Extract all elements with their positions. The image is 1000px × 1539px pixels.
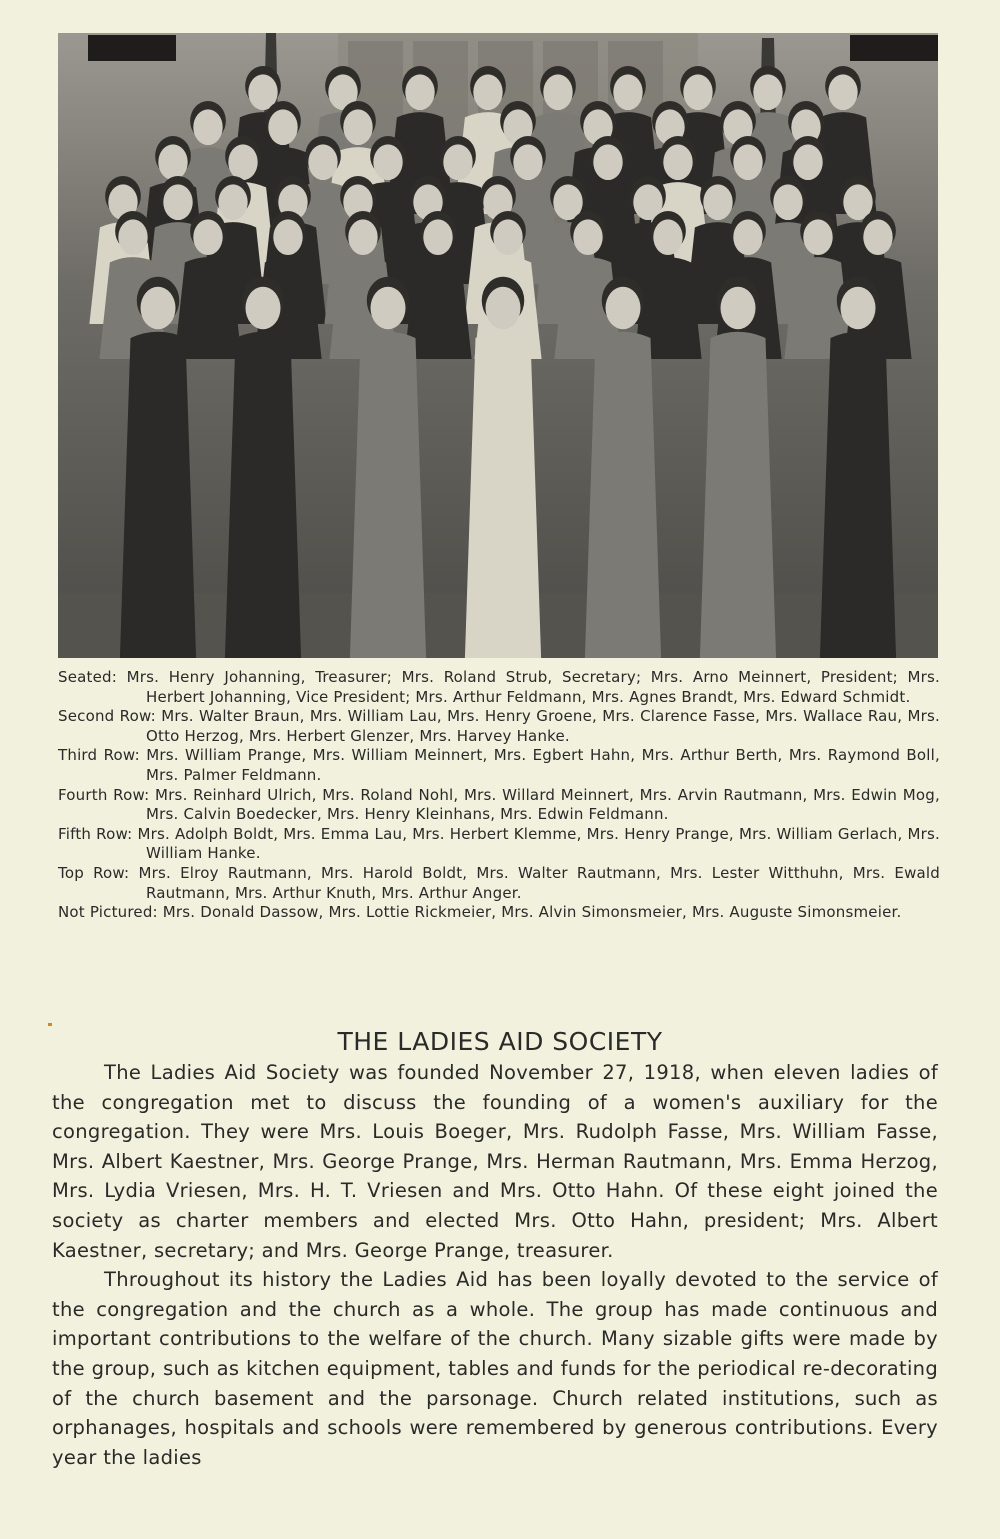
caption-row-fifth <box>58 825 940 864</box>
caption-names: Mrs. William Prange, Mrs. William Meinnert, Mrs. Egbert Hahn, Mrs. Arthur Berth, Mrs. Raymond Boll, Mrs. Palmer Feldmann. <box>146 746 940 784</box>
article-title: THE LADIES AID SOCIETY <box>337 1027 663 1056</box>
group-photo-illustration <box>58 33 938 658</box>
caption-row-fourth <box>58 786 940 825</box>
wall-vent-left <box>88 35 176 61</box>
caption-row-seated <box>58 668 940 707</box>
article-body <box>52 1058 938 1472</box>
caption-label: Not Pictured: <box>58 903 158 922</box>
caption-label: Seated: <box>58 668 118 686</box>
ink-speck <box>48 1023 52 1026</box>
caption-label: Top Row: <box>58 863 130 882</box>
article-paragraph: Throughout its history the Ladies Aid has been loyally devoted to the service of the congregation and the church as a whole. The group has made continuous and important contributions to the welfare of the church. Many sizable gifts were made by the group, such as kitchen equipment, tables and funds for the periodical re-decorating of the church basement and the parsonage. Church related institutions, such as orphanages, hospitals and schools were remembered by generous contributions. Every year the ladies <box>52 1268 938 1469</box>
group-photo <box>58 33 938 658</box>
caption-label: Third Row: <box>58 746 140 765</box>
caption-label: Second Row: <box>58 707 156 726</box>
caption-row-second <box>58 707 940 746</box>
photo-caption <box>58 668 940 923</box>
caption-names: Mrs. Adolph Boldt, Mrs. Emma Lau, Mrs. Herbert Klemme, Mrs. Henry Prange, Mrs. William Gerlach, Mrs. William Hanke. <box>137 824 940 863</box>
caption-names: Mrs. Reinhard Ulrich, Mrs. Roland Nohl, Mrs. Willard Meinnert, Mrs. Arvin Rautmann, Mrs. Edwin Mog, Mrs. Calvin Boedecker, Mrs. Henry Kleinhans, Mrs. Edwin Feldmann. <box>146 785 940 824</box>
caption-names: Mrs. Walter Braun, Mrs. William Lau, Mrs. Henry Groene, Mrs. Clarence Fasse, Mrs. Wallace Rau, Mrs. Otto Herzog, Mrs. Herbert Glenzer, Mrs. Harvey Hanke. <box>146 707 940 745</box>
caption-row-top <box>58 864 940 903</box>
caption-names: Mrs. Elroy Rautmann, Mrs. Harold Boldt, Mrs. Walter Rautmann, Mrs. Lester Witthuhn, Mrs. Ewald Rautmann, Mrs. Arthur Knuth, Mrs. Arthur Anger. <box>138 863 941 902</box>
caption-label: Fifth Row: <box>58 824 133 843</box>
wall-vent-right <box>850 35 938 61</box>
article-paragraph: The Ladies Aid Society was founded November 27, 1918, when eleven ladies of the congregation met to discuss the founding of a women's auxiliary for the congregation. They were Mrs. Louis Boeger, Mrs. Rudolph Fasse, Mrs. William Fasse, Mrs. Albert Kaestner, Mrs. George Prange, Mrs. Herman Rautmann, Mrs. Emma Herzog, Mrs. Lydia Vriesen, Mrs. H. T. Vriesen and Mrs. Otto Hahn. Of these eight joined the society as charter members and elected Mrs. Otto Hahn, president; Mrs. Albert Kaestner, secretary; and Mrs. George Prange, treasurer. <box>52 1061 938 1262</box>
caption-names: Mrs. Henry Johanning, Treasurer; Mrs. Roland Strub, Secretary; Mrs. Arno Meinnert, President; Mrs. Herbert Johanning, Vice President; Mrs. Arthur Feldmann, Mrs. Agnes Brandt, Mrs. Edward Schmidt. <box>126 668 940 706</box>
caption-row-third <box>58 746 940 785</box>
caption-row-not-pictured <box>58 903 940 923</box>
caption-names: Mrs. Donald Dassow, Mrs. Lottie Rickmeier, Mrs. Alvin Simonsmeier, Mrs. Auguste Simonsmeier. <box>162 903 902 922</box>
caption-label: Fourth Row: <box>58 785 150 804</box>
